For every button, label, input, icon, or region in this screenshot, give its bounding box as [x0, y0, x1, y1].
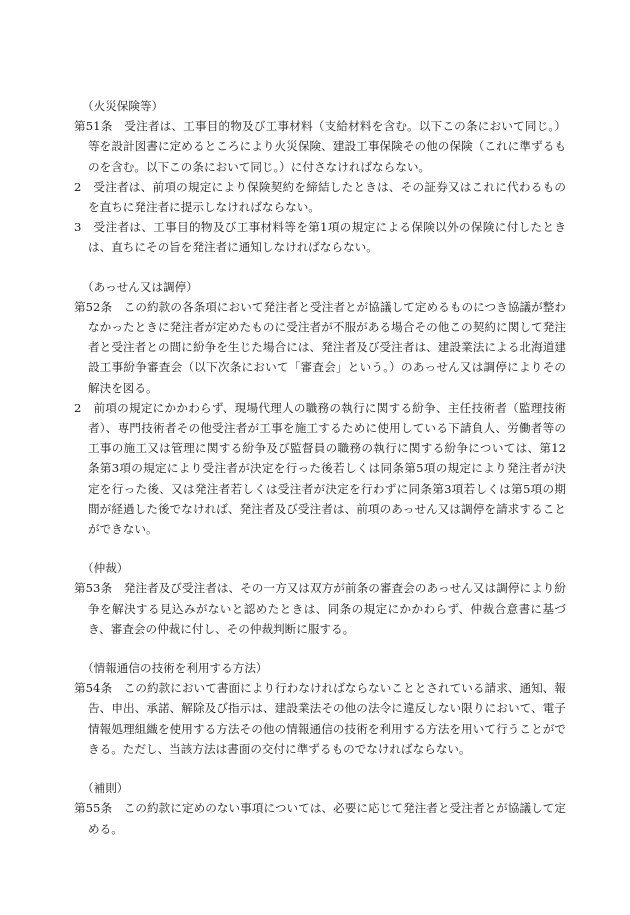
article-53-section [74, 558, 566, 639]
article-54-section [74, 658, 566, 759]
article-paragraph: 第55条 この約款に定めのない事項については、必要に応じて発注者と受注者とが協議して定める。 [74, 801, 566, 836]
article-paragraph: 3 受注者は、工事目的物及び工事材料等を第1項の規定による保険以外の保険に付したときは、直ちにその旨を発注者に通知しなければならない。 [74, 220, 566, 255]
article-paragraph: 第54条 この約款において書面により行わなければならないこととされている請求、通知、報告、申出、承諾、解除及び指示は、建設業法その他の法令に違反しない限りにおいて、電子情報処理組織を使用する方法その他の情報通信の技術を利用する方法を用いて行うことができる。ただし、当該方法は書面の交付に準ずるものでなければならない。 [74, 681, 566, 756]
article-paragraph: 第51条 受注者は、工事目的物及び工事材料（支給材料を含む。以下この条において同じ。）等を設計図書に定めるところにより火災保険、建設工事保険その他の保険（これに準ずるものを含む。以下この条において同じ。）に付さなければならない。 [74, 119, 566, 174]
article-51-section [74, 96, 566, 258]
article-paragraph: 第52条 この約款の各条項において発注者と受注者とが協議して定めるものにつき協議が整わなかったときに発注者が定めたものに受注者が不服がある場合その他この契約に関して発注者と受注者との間に紛争を生じた場合には、発注者及び受注者は、建設業法による北海道建設工事紛争審査会（以下次条において「審査会」という。）のあっせん又は調停によりその解決を図る。 [74, 299, 566, 395]
document-body [74, 96, 566, 858]
article-paragraph: 第53条 発注者及び受注者は、その一方又は双方が前条の審査会のあっせん又は調停により紛争を解決する見込みがないと認めたときは、同条の規定にかかわらず、仲裁合意書に基づき、審査会の仲裁に付し、その仲裁判断に服する。 [74, 581, 566, 636]
article-heading: （仲裁） [82, 561, 129, 576]
article-heading: （補則） [82, 781, 129, 796]
article-heading: （あっせん又は調停） [82, 279, 198, 294]
article-55-section [74, 778, 566, 839]
article-paragraph: 2 前項の規定にかかわらず、現場代理人の職務の執行に関する紛争、主任技術者（監理技術者）、専門技術者その他受注者が工事を施工するために使用している下請負人、労働者等の工事の施工又は管理に関する紛争及び監督員の職務の執行に関する紛争については、第12条第3項の規定により受注者が決定を行った後若しくは同条第5項の規定により発注者が決定を行った後、又は発注者若しくは受注者が決定を行わずに同条第3項若しくは第5項の期間が経過した後でなければ、発注者及び受注者は、前項のあっせん又は調停を請求することができない。 [74, 400, 566, 537]
article-52-section [74, 277, 566, 540]
article-heading: （情報通信の技術を利用する方法） [82, 661, 268, 676]
article-paragraph: 2 受注者は、前項の規定により保険契約を締結したときは、その証券又はこれに代わるものを直ちに発注者に提示しなければならない。 [74, 179, 566, 215]
article-heading: （火災保険等） [82, 99, 164, 113]
